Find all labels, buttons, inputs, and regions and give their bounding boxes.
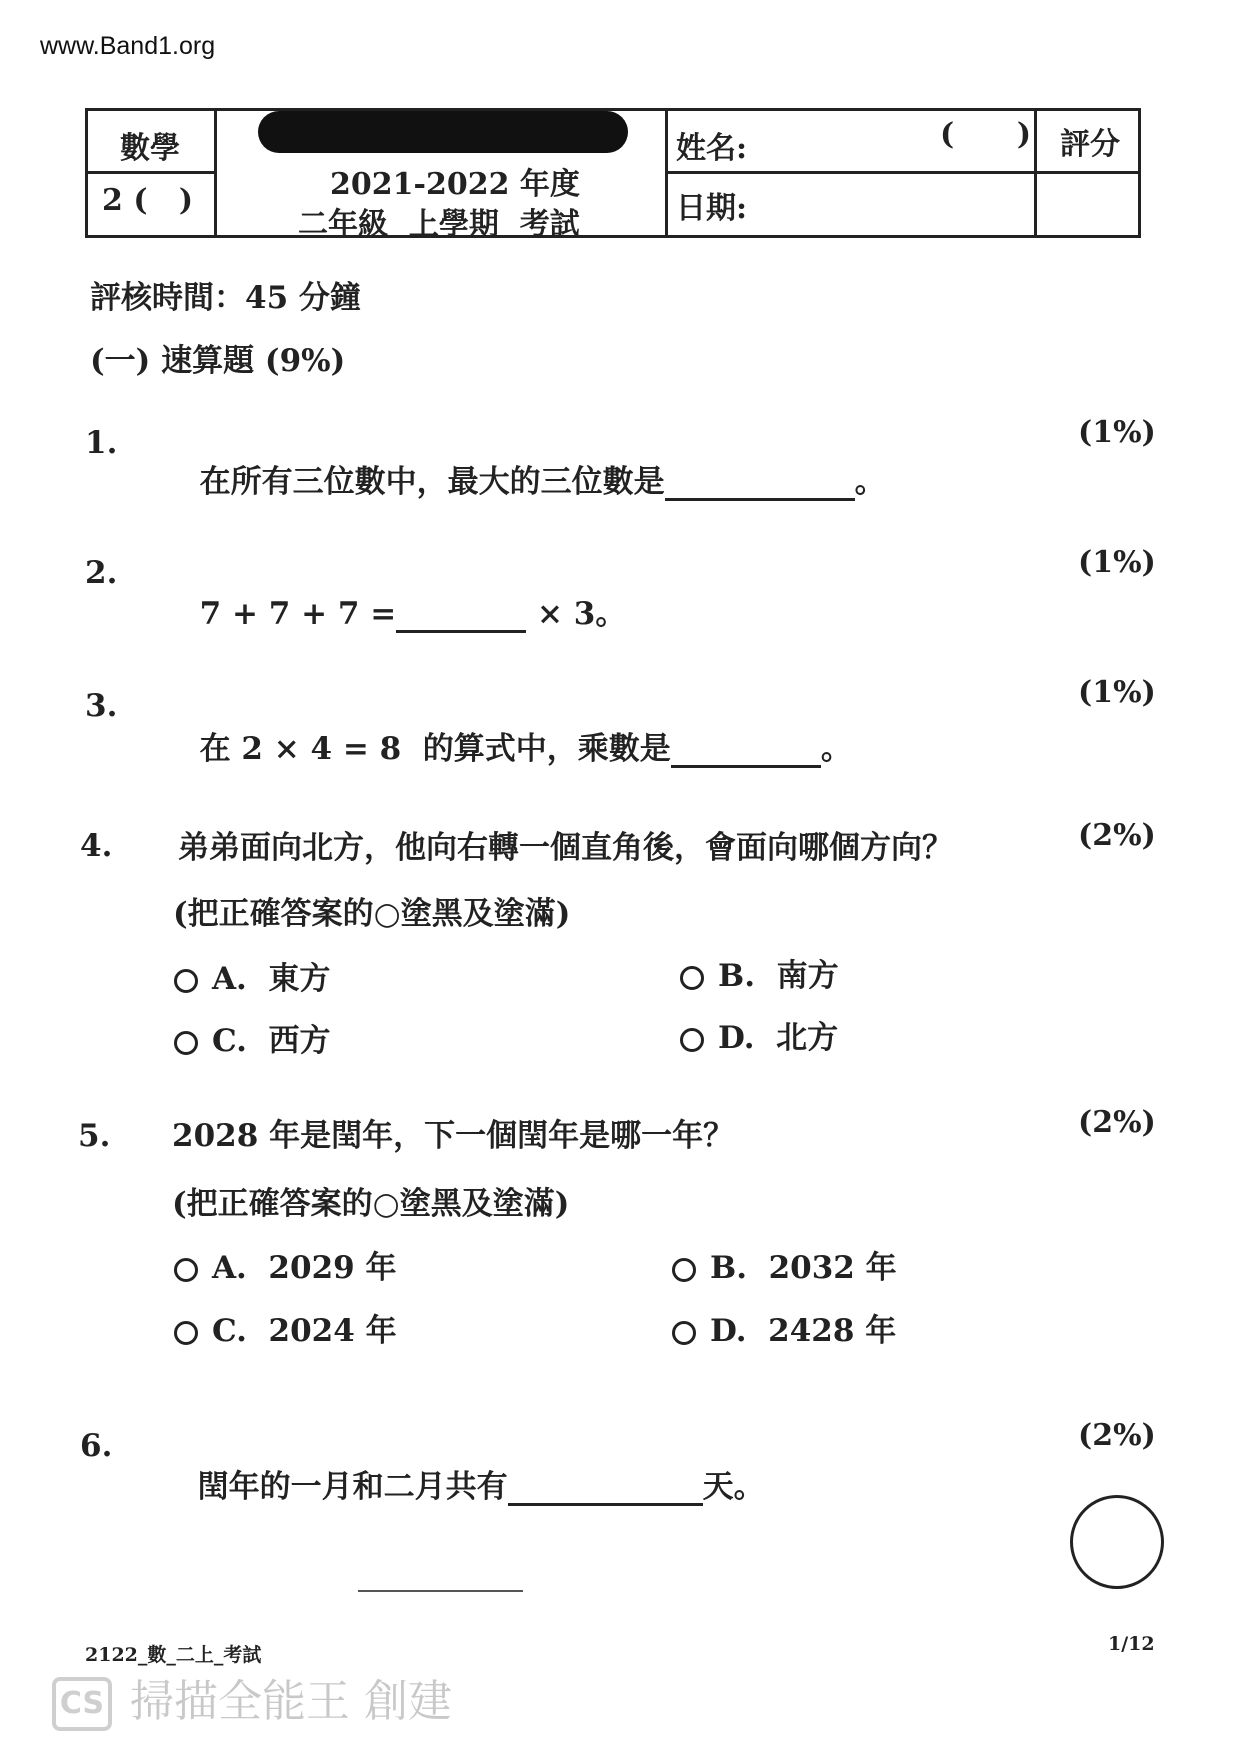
section-title: (一) 速算題 (9%) <box>90 343 346 379</box>
footer-code: 2122_數_二上_考試 <box>85 1644 262 1666</box>
question-score: (1%) <box>1078 415 1156 450</box>
radio-circle-icon[interactable] <box>672 1321 696 1345</box>
site-url: www.Band1.org <box>40 32 216 60</box>
radio-circle-icon[interactable] <box>174 1258 198 1282</box>
question-score: (2%) <box>1078 818 1156 853</box>
class-label: 2 ( ) <box>102 183 194 218</box>
question-2: 7 + 7 + 7 = × 3。 <box>199 596 627 632</box>
camscanner-logo-icon: CS <box>52 1677 112 1731</box>
question-1: 在所有三位數中，最大的三位數是 。 <box>199 464 886 500</box>
date-label: 日期: <box>676 191 748 226</box>
answer-blank[interactable] <box>671 735 821 768</box>
radio-circle-icon[interactable] <box>174 1031 198 1055</box>
question-number: 3. <box>85 688 118 724</box>
question-instruction: (把正確答案的○塗黑及塗滿) <box>173 896 571 932</box>
radio-circle-icon[interactable] <box>174 1321 198 1345</box>
answer-blank[interactable] <box>396 600 526 633</box>
option-c[interactable]: C. 2024 年 <box>174 1305 397 1350</box>
scanner-watermark: CS 掃描全能王 創建 <box>52 1665 452 1731</box>
exam-title: 二年級 上學期 考試 <box>298 207 580 242</box>
option-c[interactable]: C. 西方 <box>174 1015 331 1060</box>
page-number: 1/12 <box>1108 1633 1155 1655</box>
question-number: 6. <box>80 1428 113 1464</box>
question-instruction: (把正確答案的○塗黑及塗滿) <box>172 1186 570 1222</box>
assessment-duration: 評核時間：45 分鐘 <box>90 280 361 316</box>
radio-circle-icon[interactable] <box>672 1258 696 1282</box>
name-label: 姓名: <box>676 131 748 166</box>
school-year: 2021-2022 年度 <box>330 167 580 202</box>
question-6: 閏年的一月和二月共有 天。 <box>197 1469 765 1505</box>
radio-circle-icon[interactable] <box>680 1028 704 1052</box>
radio-circle-icon[interactable] <box>174 969 198 993</box>
question-number: 1. <box>85 425 118 461</box>
subject-label: 數學 <box>120 131 180 166</box>
question-3: 在 2 × 4 = 8 的算式中，乘數是 。 <box>199 731 852 767</box>
exam-header-table <box>85 108 1141 242</box>
question-score: (1%) <box>1078 545 1156 580</box>
question-score: (2%) <box>1078 1418 1156 1453</box>
score-circle <box>1070 1495 1164 1589</box>
question-score: (1%) <box>1078 675 1156 710</box>
question-4-text: 弟弟面向北方，他向右轉一個直角後，會面向哪個方向？ <box>178 830 953 866</box>
option-a[interactable]: A. 2029 年 <box>174 1242 397 1287</box>
question-number: 5. <box>78 1118 111 1154</box>
option-d[interactable]: D. 北方 <box>680 1012 838 1057</box>
option-b[interactable]: B. 2032 年 <box>672 1242 897 1287</box>
answer-blank[interactable] <box>665 468 855 501</box>
option-a[interactable]: A. 東方 <box>174 953 330 998</box>
question-number: 2. <box>85 555 118 591</box>
question-score: (2%) <box>1078 1105 1156 1140</box>
question-number: 4. <box>80 828 113 864</box>
redacted-school-name <box>258 111 628 153</box>
divider-mark <box>358 1590 523 1592</box>
option-b[interactable]: B. 南方 <box>680 950 839 995</box>
option-d[interactable]: D. 2428 年 <box>672 1305 896 1350</box>
answer-blank[interactable] <box>508 1473 703 1506</box>
question-5-text: 2028 年是閏年，下一個閏年是哪一年？ <box>172 1118 735 1154</box>
score-label: 評分 <box>1060 127 1120 162</box>
class-number-paren: ( ) <box>940 117 1032 152</box>
radio-circle-icon[interactable] <box>680 966 704 990</box>
